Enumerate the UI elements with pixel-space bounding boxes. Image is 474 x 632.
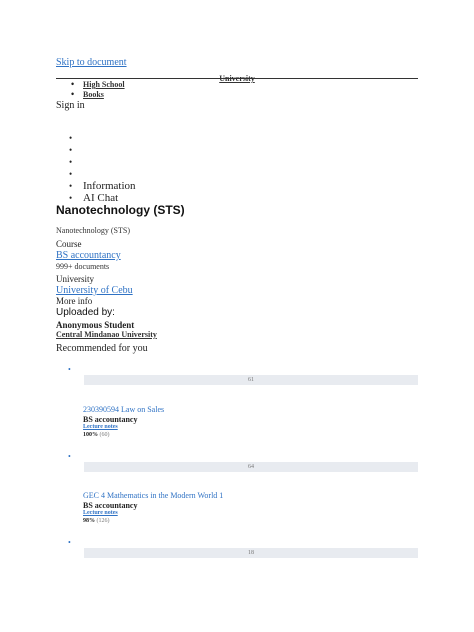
university-menu-button[interactable]: University: [219, 74, 255, 83]
recommended-doc-title[interactable]: GEC 4 Mathematics in the Modern World 1: [83, 491, 224, 500]
nav-item-books[interactable]: [56, 90, 125, 100]
course-document-count: 999+ documents: [56, 262, 110, 271]
sign-in-button[interactable]: Sign in: [56, 100, 85, 111]
page-count: 61: [248, 377, 254, 383]
document-subtitle: Nanotechnology (STS): [56, 226, 130, 235]
side-menu-item[interactable]: [56, 156, 136, 168]
rating-percent: 100%: [83, 432, 98, 438]
nav-item-label: Books: [83, 90, 104, 99]
top-nav: [56, 80, 125, 100]
document-thumbnail[interactable]: [84, 548, 418, 558]
recommended-doc-tag[interactable]: Lecture notes: [83, 510, 118, 516]
university-menu-bar: [56, 68, 418, 83]
recommended-doc-tag[interactable]: Lecture notes: [83, 424, 118, 430]
side-menu-item-information[interactable]: • Information: [56, 180, 136, 192]
rating-percent: 98%: [83, 518, 95, 524]
more-info-button[interactable]: More info: [56, 296, 93, 306]
course-link[interactable]: BS accountancy: [56, 250, 121, 261]
side-menu-item[interactable]: [56, 132, 136, 144]
nav-item-high-school[interactable]: [56, 80, 125, 90]
uploader-name: Anonymous Student: [56, 320, 135, 330]
document-thumbnail[interactable]: [84, 375, 418, 385]
uploader-university-link[interactable]: Central Mindanao University: [56, 330, 157, 339]
page-title: Nanotechnology (STS): [56, 203, 185, 217]
recommended-doc-course: BS accountancy: [83, 501, 138, 510]
recommended-doc-rating: [83, 432, 110, 438]
list-bullet: •: [68, 538, 71, 547]
side-menu-item[interactable]: [56, 168, 136, 180]
page-count: 64: [248, 464, 254, 470]
uploaded-by-label: Uploaded by:: [56, 307, 115, 318]
list-bullet: •: [68, 452, 71, 461]
rating-count: (126): [96, 518, 110, 524]
skip-to-document-link[interactable]: Skip to document: [56, 57, 127, 68]
university-link[interactable]: University of Cebu: [56, 285, 133, 296]
nav-item-label: High School: [83, 80, 125, 89]
page-count: 18: [248, 550, 254, 556]
recommended-heading: Recommended for you: [56, 343, 148, 354]
document-thumbnail[interactable]: [84, 462, 418, 472]
list-bullet: •: [68, 365, 71, 374]
side-menu: [56, 132, 136, 204]
university-label: University: [56, 274, 94, 284]
side-menu-item[interactable]: [56, 144, 136, 156]
recommended-doc-course: BS accountancy: [83, 415, 138, 424]
side-menu-item-ai-chat[interactable]: • AI Chat: [56, 192, 136, 204]
rating-count: (60): [99, 432, 110, 438]
course-label: Course: [56, 239, 82, 249]
recommended-doc-rating: [83, 518, 110, 524]
recommended-doc-title[interactable]: 230390594 Law on Sales: [83, 405, 165, 414]
